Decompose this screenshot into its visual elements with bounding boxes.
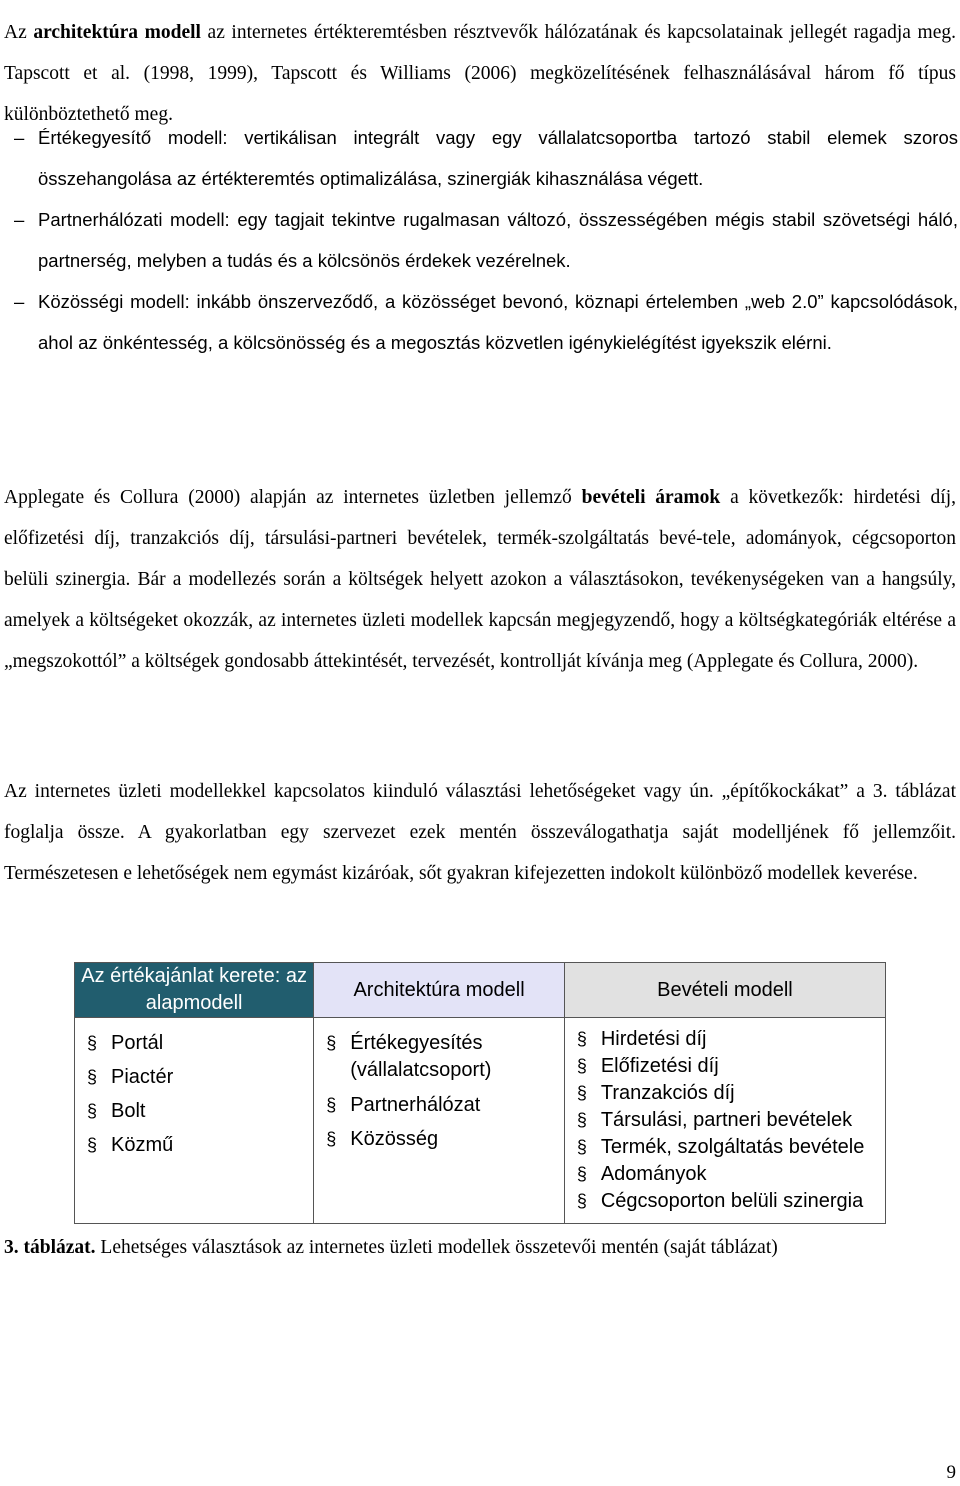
term-revenue-streams: bevételi áramok — [581, 486, 721, 508]
dash-bullet: – — [14, 127, 25, 148]
section-sign-icon: § — [87, 1101, 98, 1121]
section-sign-icon: § — [576, 1029, 587, 1049]
section-sign-icon: § — [326, 1129, 337, 1149]
paragraph-building-blocks: Az internetes üzleti modellekkel kapcsolatos kiinduló választási lehetőségeket vagy ún. „építőkockákat” a 3. táblázat foglalja össze. A gyakorlatban egy szervezet ezek mentén összeválogathatja saját modelljének fő jellemzőit. Természetesen e lehetőségek nem egymást kizáróak, sőt gyakran kifejezetten indokolt különböző modellek keverése. — [4, 780, 956, 884]
architecture-types-list — [14, 117, 958, 363]
page-number: 9 — [946, 1462, 956, 1483]
dash-bullet: – — [14, 291, 25, 312]
dash-bullet: – — [14, 209, 25, 230]
list-item: § Bolt — [87, 1094, 313, 1128]
list-item-community: – Közösségi modell: inkább önszerveződő, a közösséget bevonó, köznapi értelemben „web 2.0” kapcsolódások, ahol az önkéntesség, a kölcsönösség és a megosztás közvetlen igénykielégítést igyekszik elérni. — [14, 281, 958, 363]
paragraph-revenue-streams: Applegate és Collura (2000) alapján az internetes üzletben jellemző bevételi áramok a következők: hirdetési díj, előfizetési díj, tranzakciós díj, társulási-partneri bevételek, termék-szolgáltatás bevé-tele, adományok, cégcsoporton belüli szinergia. Bár a modellezés során a költségek helyett azokon a választásokon, tevékenységeken van a hangsúly, amelyek a költségeket okozzák, az internetes üzleti modellek kapcsán megjegyzendő, hogy a költségkategóriák eltérése a „megszokottól” a költségek gondosabb áttekintését, tervezését, kontrollját kívánja meg (Applegate és Collura, 2000). — [4, 486, 957, 672]
table-body-row — [75, 1018, 886, 1224]
table-header-row — [75, 963, 886, 1018]
header-value-proposition: Az értékajánlat kerete: az alapmodell — [75, 963, 314, 1018]
section-sign-icon: § — [576, 1137, 587, 1157]
list-item: § Tranzakciós díj — [577, 1080, 885, 1107]
section-sign-icon: § — [326, 1033, 337, 1053]
caption-text: Lehetséges választások az internetes üzleti modellek összetevői mentén (saját táblázat) — [95, 1237, 778, 1258]
section-sign-icon: § — [576, 1164, 587, 1184]
section-sign-icon: § — [87, 1033, 98, 1053]
list-item: § Cégcsoporton belüli szinergia — [577, 1188, 885, 1215]
list-item-partner-network: – Partnerhálózati modell: egy tagjait tekintve rugalmasan változó, összességében mégis stabil szövetségi háló, partnerség, melyben a tudás és a kölcsönös érdekek vezérelnek. — [14, 199, 958, 281]
column-revenue-models — [564, 1018, 885, 1224]
table-caption — [4, 1233, 778, 1263]
list-item: § Közmű — [87, 1128, 313, 1162]
section-sign-icon: § — [576, 1191, 587, 1211]
list-item: § Termék, szolgáltatás bevétele — [577, 1134, 885, 1161]
list-item: § Portál — [87, 1026, 313, 1060]
business-model-table — [74, 962, 886, 1224]
list-item-value-integration: – Értékegyesítő modell: vertikálisan integrált vagy egy vállalatcsoportba tartozó stabil elemek szoros összehangolása az értékteremtés optimalizálása, szinergiák kihasználása végett. — [14, 117, 958, 199]
column-base-models — [75, 1018, 314, 1224]
list-item: § Hirdetési díj — [577, 1026, 885, 1053]
term-architecture-model: architektúra modell — [33, 21, 201, 43]
list-item: § Partnerhálózat — [326, 1088, 564, 1122]
section-sign-icon: § — [576, 1110, 587, 1130]
list-item: § Értékegyesítés (vállalatcsoport) — [326, 1032, 492, 1081]
section-sign-icon: § — [326, 1095, 337, 1115]
list-item: § Adományok — [577, 1161, 885, 1188]
list-item: § Piactér — [87, 1060, 313, 1094]
section-sign-icon: § — [87, 1067, 98, 1087]
section-sign-icon: § — [87, 1135, 98, 1155]
list-item: § Társulási, partneri bevételek — [577, 1107, 885, 1134]
section-sign-icon: § — [576, 1056, 587, 1076]
list-item: § Közösség — [326, 1122, 564, 1156]
header-architecture-model: Architektúra modell — [314, 963, 565, 1018]
list-item: § Előfizetési díj — [577, 1053, 885, 1080]
column-architecture-models — [314, 1018, 565, 1224]
section-sign-icon: § — [576, 1083, 587, 1103]
paragraph-architecture-model: Az architektúra modell az internetes értékteremtésben résztvevők hálózatának és kapcsolatainak jellegét ragadja meg. Tapscott et al. (1998, 1999), Tapscott és Williams (2006) megközelítésének felhasználásával három fő típus különböztethető meg. — [4, 21, 956, 125]
header-revenue-model: Bevételi modell — [564, 963, 885, 1018]
caption-label: 3. táblázat. — [4, 1237, 96, 1258]
